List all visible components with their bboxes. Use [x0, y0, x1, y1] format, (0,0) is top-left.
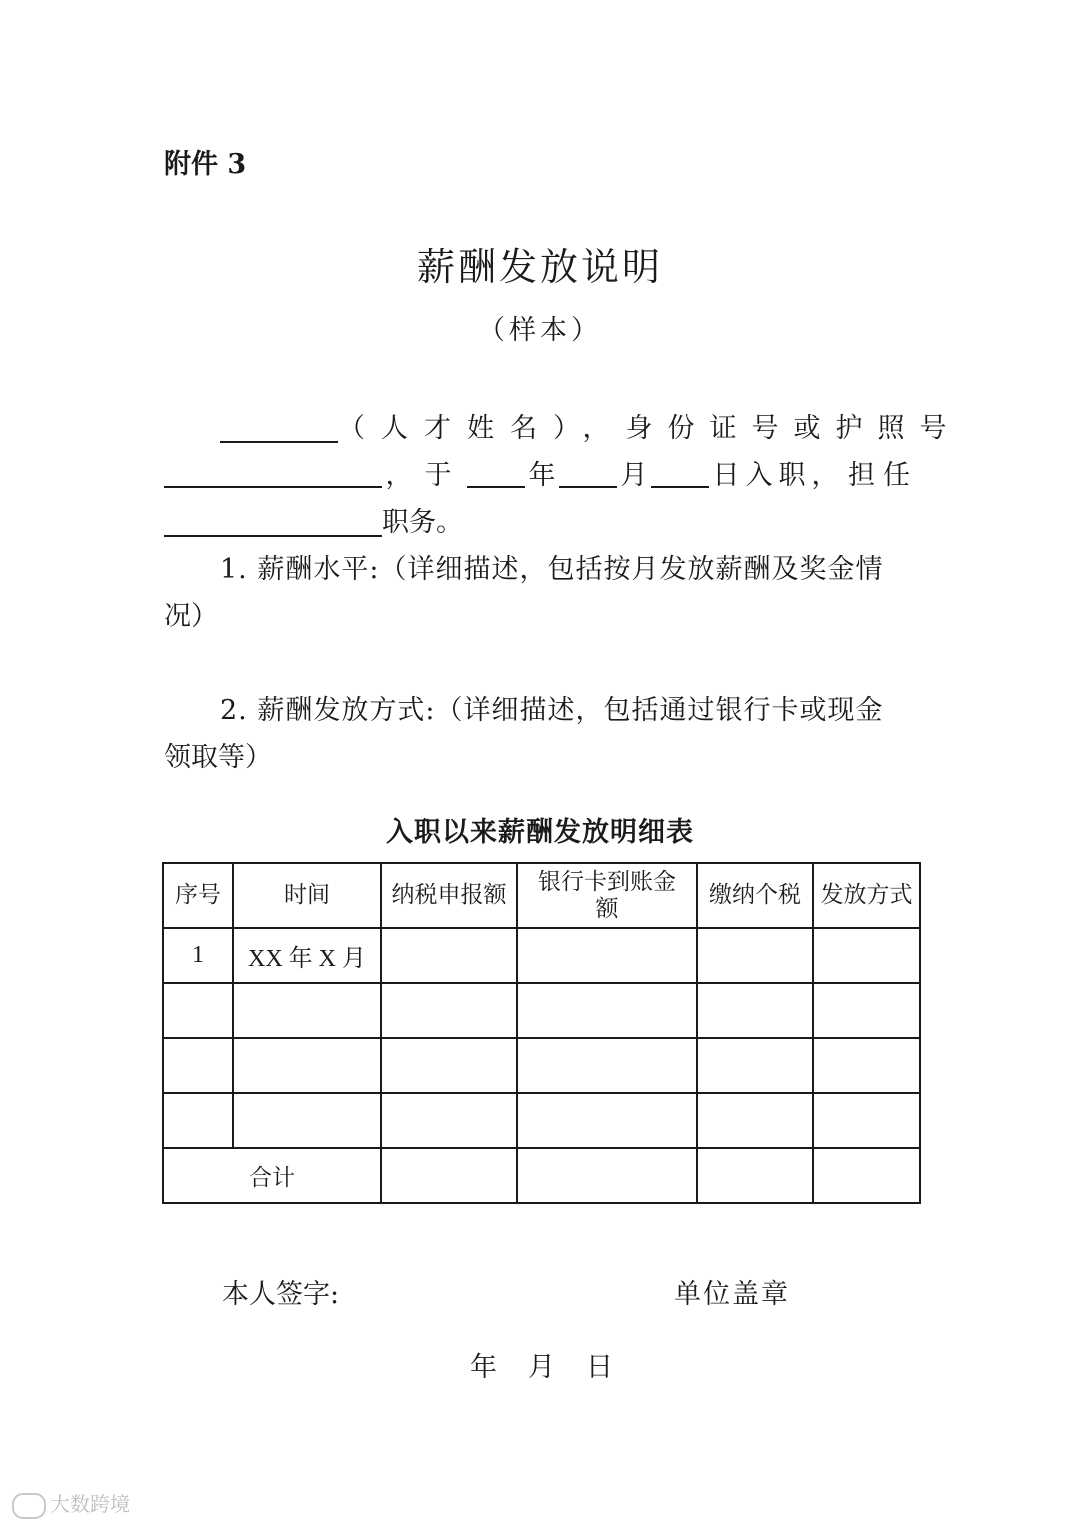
- salary-detail-table: [162, 862, 921, 1204]
- document-subtitle: （样本）: [478, 315, 602, 346]
- item2-line2: 领取等）: [164, 742, 272, 773]
- annex-label: 附件 3: [164, 149, 247, 180]
- day-join-label: 日入职，: [712, 460, 845, 491]
- table-cell: [813, 1038, 920, 1093]
- year-label: 年: [528, 460, 556, 491]
- id-label: 身份证号或护照号: [625, 413, 962, 444]
- header-index: 序号: [163, 863, 233, 928]
- watermark-logo-icon: [12, 1493, 46, 1519]
- month-blank: [559, 452, 617, 488]
- table-cell: [517, 1093, 697, 1148]
- id-number-blank: [164, 452, 382, 488]
- table-cell: [813, 1148, 920, 1203]
- table-cell: [813, 983, 920, 1038]
- intro-line-3: [164, 499, 918, 547]
- table-cell: [233, 1093, 381, 1148]
- table-row: [163, 928, 920, 983]
- table-cell: [697, 928, 813, 983]
- header-bank-amount: 银行卡到账金额: [517, 863, 697, 928]
- date-day-label: 日: [586, 1352, 613, 1383]
- table-cell: [517, 1038, 697, 1093]
- table-cell: [517, 1148, 697, 1203]
- table-cell: [381, 1148, 517, 1203]
- name-label: （人才姓名），: [338, 413, 626, 444]
- assume-label: 担任: [848, 460, 918, 491]
- person-signature-label: 本人签字:: [222, 1279, 340, 1310]
- name-blank: [220, 407, 338, 443]
- table-cell: [697, 983, 813, 1038]
- table-cell: [381, 1038, 517, 1093]
- table-cell: [697, 1038, 813, 1093]
- table-cell: [163, 983, 233, 1038]
- table-cell: [697, 1148, 813, 1203]
- table-total-row: [163, 1148, 920, 1203]
- table-cell: [233, 1038, 381, 1093]
- position-blank: [164, 501, 382, 537]
- table-title: 入职以来薪酬发放明细表: [386, 817, 694, 848]
- year-blank: [467, 452, 525, 488]
- header-payment-method: 发放方式: [813, 863, 920, 928]
- table-cell: [381, 1093, 517, 1148]
- watermark-text: 大数跨境: [50, 1492, 130, 1516]
- day-blank: [651, 452, 709, 488]
- month-label: 月: [620, 460, 648, 491]
- table-cell: [163, 1038, 233, 1093]
- item2-line1: 2. 薪酬发放方式:（详细描述，包括通过银行卡或现金: [220, 695, 884, 726]
- table-cell: XX 年 X 月: [233, 928, 381, 983]
- table-cell: [381, 983, 517, 1038]
- total-label: 合计: [163, 1148, 381, 1203]
- header-time: 时间: [233, 863, 381, 928]
- unit-seal-label: 单位盖章: [674, 1279, 790, 1310]
- header-tax-declared: 纳税申报额: [381, 863, 517, 928]
- table-cell: [233, 983, 381, 1038]
- intro-line-1: [164, 405, 962, 453]
- table-cell: [517, 983, 697, 1038]
- table-row: [163, 1038, 920, 1093]
- item1-line2: 况）: [164, 601, 218, 632]
- header-tax-paid: 缴纳个税: [697, 863, 813, 928]
- item1-line1: 1. 薪酬水平:（详细描述，包括按月发放薪酬及奖金情: [220, 554, 884, 585]
- table-cell: [517, 928, 697, 983]
- date-year-label: 年: [470, 1352, 497, 1383]
- position-label: 职务。: [382, 507, 463, 538]
- watermark: [12, 1488, 130, 1519]
- intro-line-2: [164, 452, 918, 500]
- table-cell: [813, 928, 920, 983]
- table-cell: [813, 1093, 920, 1148]
- table-cell: [697, 1093, 813, 1148]
- table-cell: [163, 1093, 233, 1148]
- table-cell: [381, 928, 517, 983]
- table-row: [163, 1093, 920, 1148]
- table-cell: 1: [163, 928, 233, 983]
- document-title: 薪酬发放说明: [416, 245, 663, 289]
- table-header-row: [163, 863, 920, 928]
- date-month-label: 月: [528, 1352, 555, 1383]
- comma-yu: ，于: [385, 460, 464, 491]
- table-row: [163, 983, 920, 1038]
